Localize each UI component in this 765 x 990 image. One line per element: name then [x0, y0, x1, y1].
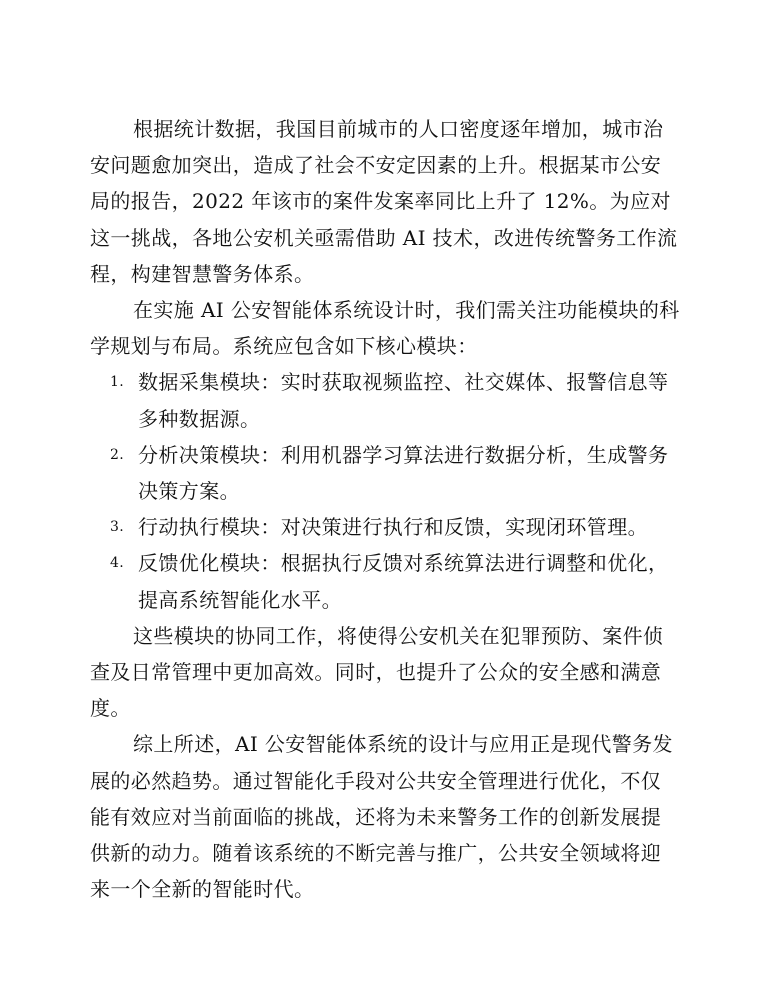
list-item: [90, 437, 680, 509]
list-item-text: 行动执行模块：对决策进行执行和反馈，实现闭环管理。: [138, 515, 648, 540]
document-page: [90, 111, 680, 907]
intro-paragraph-modules: 在实施 AI 公安智能体系统设计时，我们需关注功能模块的科学规划与布局。系统应包含如下核心模块：: [90, 298, 680, 359]
list-item: [90, 364, 680, 436]
list-item-text: 数据采集模块：实时获取视频监控、社交媒体、报警信息等多种数据源。: [138, 370, 669, 431]
list-item-number: 2.: [110, 446, 125, 463]
list-item: [90, 545, 680, 617]
outro-paragraph-conclusion: 综上所述，AI 公安智能体系统的设计与应用正是现代警务发展的必然趋势。通过智能化手段对公共安全管理进行优化，不仅能有效应对当前面临的挑战，还将为未来警务工作的创新发展提供新的动力。随着该系统的不断完善与推广，公共安全领域将迎来一个全新的智能时代。: [90, 732, 673, 902]
list-item-number: 1.: [110, 374, 125, 391]
list-item-text: 分析决策模块：利用机器学习算法进行数据分析，生成警务决策方案。: [138, 442, 669, 504]
list-item: [90, 509, 680, 545]
outro-paragraph-collaboration: 这些模块的协同工作，将使得公安机关在犯罪预防、案件侦查及日常管理中更加高效。同时，也提升了公众的安全感和满意度。: [90, 623, 664, 721]
list-item-number: 3.: [110, 519, 125, 536]
intro-paragraph-background: 根据统计数据，我国目前城市的人口密度逐年增加，城市治安问题愈加突出，造成了社会不安定因素的上升。根据某市公安局的报告，2022 年该市的案件发案率同比上升了 12%。为应对这一挑战，各地公安机关亟需借助 AI 技术，改进传统警务工作流程，构建智慧警务体系。: [90, 117, 678, 286]
module-list: [90, 364, 680, 617]
list-item-number: 4.: [110, 555, 125, 572]
list-item-text: 反馈优化模块：根据执行反馈对系统算法进行调整和优化，提高系统智能化水平。: [138, 551, 669, 612]
